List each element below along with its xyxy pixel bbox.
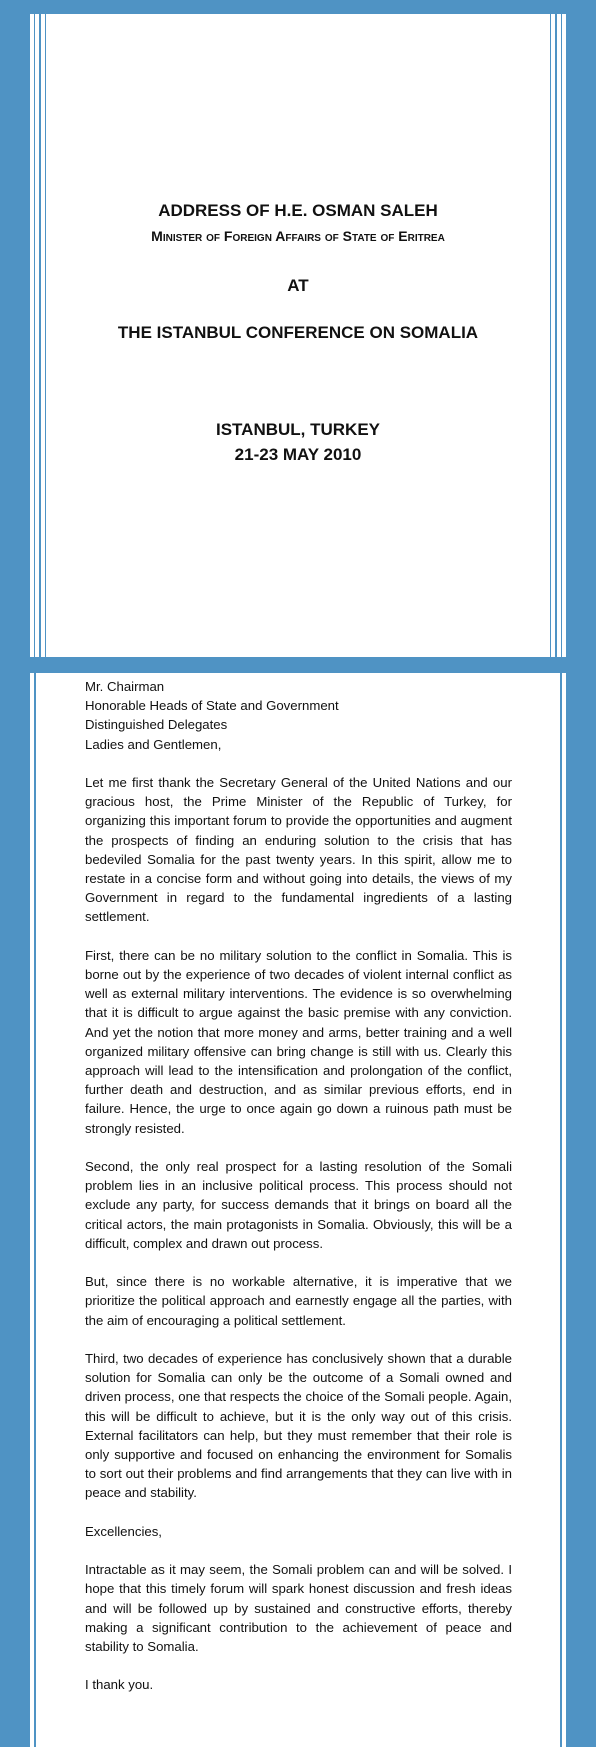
inner-line-right-2 xyxy=(555,14,557,660)
paragraph-closing: Intractable as it may seem, the Somali problem can and will be solved. I hope that this timely forum will spark honest discussion and fresh ideas and will be followed up by sustained and constructive efforts, thereby making a significant contribution to the achievement of peace and stability to Somalia. xyxy=(85,1562,512,1655)
cover-subtitle: Minister of Foreign Affairs of State of Eritrea xyxy=(151,228,445,244)
paragraph-alternative: But, since there is no workable alternative, it is imperative that we prioritize the political approach and earnestly engage all the parties, with the aim of encouraging a political settlement. xyxy=(85,1274,512,1328)
cover-title: ADDRESS OF H.E. OSMAN SALEH xyxy=(158,201,438,220)
cover-at: AT xyxy=(287,276,309,295)
inner-line-right-p2 xyxy=(560,673,562,1747)
paragraph-thanks: I thank you. xyxy=(85,1677,154,1693)
salutation-line: Honorable Heads of State and Government xyxy=(85,698,339,714)
paragraph-intro: Let me first thank the Secretary General of the United Nations and our gracious host, the Prime Minister of the Republic of Turkey, for organizing this important forum to provide the opportunities and augment the prospects of finding an enduring solution to the crisis that has bedeviled Somalia for the past twenty years. In this spirit, allow me to restate in a concise form and without going into details, the views of my Government in regard to the fundamental ingredients of a lasting settlement. xyxy=(85,775,512,925)
right-border-page1 xyxy=(566,0,596,660)
salutation-line: Distinguished Delegates xyxy=(85,717,228,733)
paragraph-second: Second, the only real prospect for a lasting resolution of the Somali problem lies in an inclusive political process. This process should not exclude any party, for success demands that it brings on board all the critical actors, the main protagonists in Somalia. Obviously, this will be a difficult, complex and drawn out process. xyxy=(85,1159,512,1251)
inner-line-right-3 xyxy=(561,14,562,660)
paragraph-third: Third, two decades of experience has conclusively shown that a durable solution for Somalia can only be the outcome of a Somali owned and driven process, one that respects the choice of the Somali people. Again, this will be difficult to achieve, but it is the only way out of this crisis. External facilitators can help, but they must remember that their role is only supportive and focused on enhancing the environment for Somalis to sort out their problems and find arrangements that they can live with in peace and stability. xyxy=(85,1351,512,1501)
cover-page xyxy=(44,0,552,660)
salutation-line: Mr. Chairman xyxy=(85,679,165,694)
salutation-block xyxy=(85,677,512,754)
inner-line-left-2 xyxy=(39,14,41,660)
cover-date: 21-23 MAY 2010 xyxy=(234,445,362,464)
speech-body xyxy=(85,677,512,1714)
salutation-line: Ladies and Gentlemen, xyxy=(85,736,222,752)
cover-conference: THE ISTANBUL CONFERENCE ON SOMALIA xyxy=(117,323,479,342)
inner-line-left-p2 xyxy=(34,673,36,1747)
right-border-page2 xyxy=(566,673,596,1747)
inner-line-left-1 xyxy=(34,14,35,660)
left-border-page1 xyxy=(0,0,30,660)
cover-location: ISTANBUL, TURKEY xyxy=(215,420,380,439)
paragraph-excellencies: Excellencies, xyxy=(85,1523,162,1539)
paragraph-first: First, there can be no military solution to the conflict in Somalia. This is borne out by the experience of two decades of violent internal conflict as well as external military interventions. The evidence is so overwhelming that it is difficult to argue against the basic premise with any conviction. And yet the notion that more money and arms, better training and a well organized military offensive can bring change is still with us. Clearly this approach will lead to the intensification and prolongation of the conflict, further death and destruction, and as similar previous efforts, end in failure. Hence, the urge to once again go down a ruinous path must be strongly resisted. xyxy=(85,947,512,1136)
left-border-page2 xyxy=(0,673,30,1747)
